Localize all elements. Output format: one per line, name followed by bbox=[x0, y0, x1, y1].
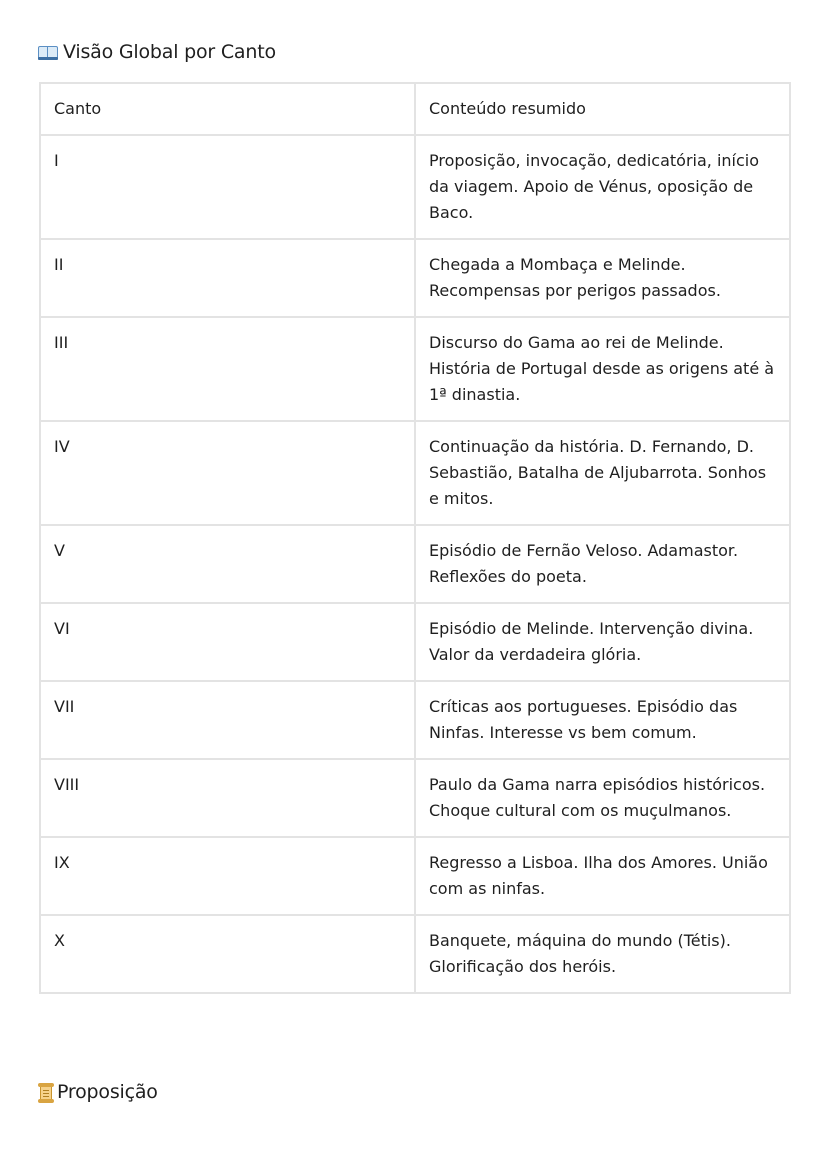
canto-cell: V bbox=[40, 525, 415, 603]
canto-overview-table bbox=[39, 82, 791, 994]
scroll-icon bbox=[38, 1083, 54, 1103]
table-row bbox=[40, 525, 790, 603]
table-row bbox=[40, 135, 790, 239]
content-cell: Proposição, invocação, dedicatória, início da viagem. Apoio de Vénus, oposição de Baco. bbox=[415, 135, 790, 239]
content-cell: Episódio de Melinde. Intervenção divina. Valor da verdadeira glória. bbox=[415, 603, 790, 681]
canto-cell: VI bbox=[40, 603, 415, 681]
canto-cell: VIII bbox=[40, 759, 415, 837]
content-cell: Chegada a Mombaça e Melinde. Recompensas por perigos passados. bbox=[415, 239, 790, 317]
canto-cell: X bbox=[40, 915, 415, 993]
content-cell: Episódio de Fernão Veloso. Adamastor. Reflexões do poeta. bbox=[415, 525, 790, 603]
content-cell: Críticas aos portugueses. Episódio das Ninfas. Interesse vs bem comum. bbox=[415, 681, 790, 759]
table-row bbox=[40, 681, 790, 759]
table-row bbox=[40, 915, 790, 993]
table-row bbox=[40, 317, 790, 421]
column-header-canto: Canto bbox=[40, 83, 415, 135]
table-row bbox=[40, 837, 790, 915]
overview-heading bbox=[38, 40, 276, 64]
column-header-content: Conteúdo resumido bbox=[415, 83, 790, 135]
table-header-row bbox=[40, 83, 790, 135]
content-cell: Banquete, máquina do mundo (Tétis). Glorificação dos heróis. bbox=[415, 915, 790, 993]
open-book-icon bbox=[38, 46, 58, 60]
proposicao-heading bbox=[38, 1080, 158, 1104]
canto-cell: VII bbox=[40, 681, 415, 759]
canto-cell: I bbox=[40, 135, 415, 239]
canto-cell: IX bbox=[40, 837, 415, 915]
table-row bbox=[40, 759, 790, 837]
content-cell: Regresso a Lisboa. Ilha dos Amores. União com as ninfas. bbox=[415, 837, 790, 915]
content-cell: Discurso do Gama ao rei de Melinde. História de Portugal desde as origens até à 1ª dinastia. bbox=[415, 317, 790, 421]
canto-cell: IV bbox=[40, 421, 415, 525]
canto-cell: II bbox=[40, 239, 415, 317]
content-cell: Paulo da Gama narra episódios históricos. Choque cultural com os muçulmanos. bbox=[415, 759, 790, 837]
overview-title: Visão Global por Canto bbox=[63, 41, 276, 63]
proposicao-title: Proposição bbox=[57, 1081, 158, 1103]
content-cell: Continuação da história. D. Fernando, D. Sebastião, Batalha de Aljubarrota. Sonhos e mitos. bbox=[415, 421, 790, 525]
table-row bbox=[40, 239, 790, 317]
table-row bbox=[40, 603, 790, 681]
canto-cell: III bbox=[40, 317, 415, 421]
table-row bbox=[40, 421, 790, 525]
